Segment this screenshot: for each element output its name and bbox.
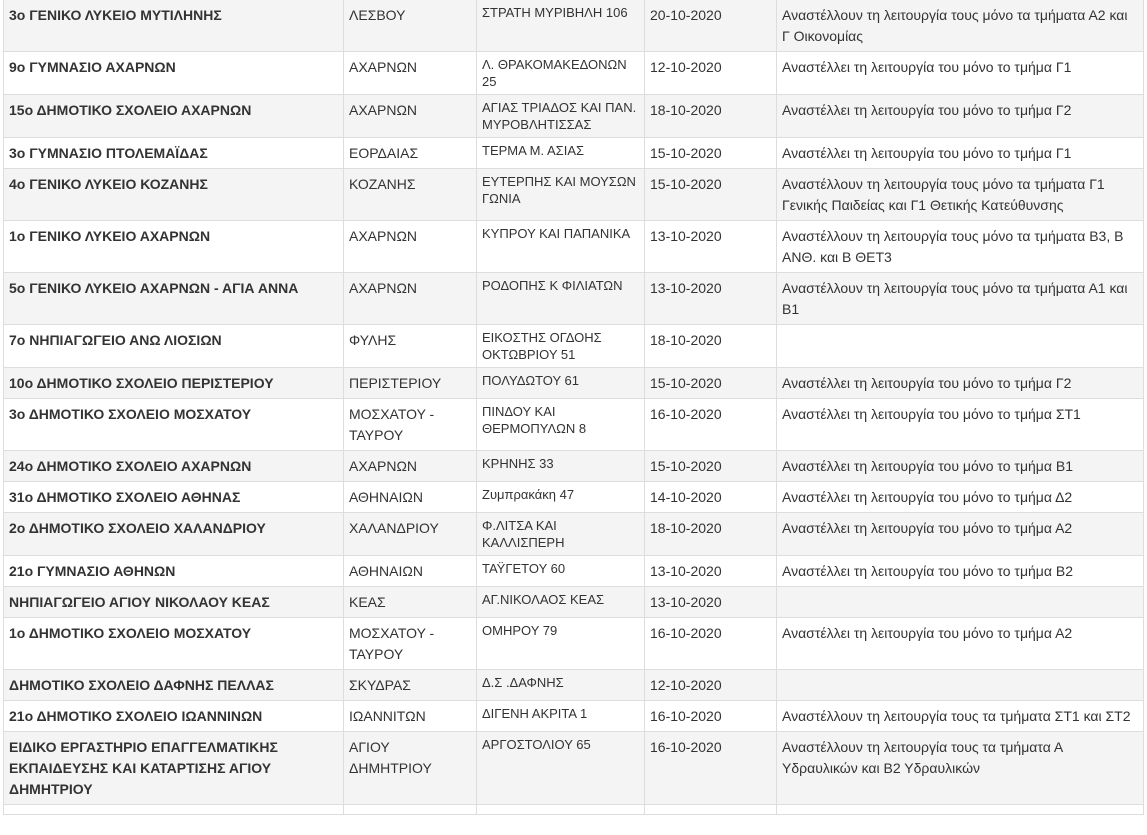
table-row [4,556,1144,587]
table-row [4,169,1144,221]
note-cell: Αναστέλλει τη λειτουργία του μόνο το τμήμα Γ1 [777,138,1144,169]
date-cell: 13-10-2020 [645,221,777,273]
school-name-cell: 1ο ΔΗΜΟΤΙΚΟ ΣΧΟΛΕΙΟ ΜΟΣΧΑΤΟΥ [4,618,344,670]
address-cell: Φ.ΛΙΤΣΑ ΚΑΙ ΚΑΛΛΙΣΠΕΡΗ [477,513,645,556]
school-name-cell: 3ο ΓΥΜΝΑΣΙΟ ΠΤΟΛΕΜΑΪΔΑΣ [4,138,344,169]
note-cell [777,587,1144,618]
note-cell: Αναστέλλει τη λειτουργία του μόνο το τμήμα Α2 [777,618,1144,670]
note-cell: Αναστέλλει τη λειτουργία του μόνο το τμήμα Β2 [777,556,1144,587]
date-cell: 16-10-2020 [645,732,777,805]
area-cell [344,805,477,815]
area-cell: ΙΩΑΝΝΙΤΩΝ [344,701,477,732]
date-cell: 18-10-2020 [645,95,777,138]
address-cell: ΚΡΗΝΗΣ 33 [477,451,645,482]
table-row [4,482,1144,513]
area-cell: ΜΟΣΧΑΤΟΥ - ΤΑΥΡΟΥ [344,618,477,670]
address-cell: Ζυμπρακάκη 47 [477,482,645,513]
table-row [4,273,1144,325]
address-cell: ΟΜΗΡΟΥ 79 [477,618,645,670]
date-cell [645,805,777,815]
school-name-cell: ΔΗΜΟΤΙΚΟ ΣΧΟΛΕΙΟ ΔΑΦΝΗΣ ΠΕΛΛΑΣ [4,670,344,701]
address-cell: ΕΥΤΕΡΠΗΣ ΚΑΙ ΜΟΥΣΩΝ ΓΩΝΙΑ [477,169,645,221]
school-name-cell: 21ο ΓΥΜΝΑΣΙΟ ΑΘΗΝΩΝ [4,556,344,587]
table-row [4,618,1144,670]
area-cell: ΠΕΡΙΣΤΕΡΙΟΥ [344,368,477,399]
address-cell: ΤΑΫΓΕΤΟΥ 60 [477,556,645,587]
note-cell: Αναστέλλει τη λειτουργία του μόνο το τμήμα Α2 [777,513,1144,556]
note-cell: Αναστέλλει τη λειτουργία του μόνο το τμήμα Γ2 [777,368,1144,399]
note-cell: Αναστέλλουν τη λειτουργία τους μόνο τα τμήματα Β3, Β ΑΝΘ. και Β ΘΕΤ3 [777,221,1144,273]
area-cell: ΚΟΖΑΝΗΣ [344,169,477,221]
school-name-cell: 31ο ΔΗΜΟΤΙΚΟ ΣΧΟΛΕΙΟ ΑΘΗΝΑΣ [4,482,344,513]
school-name-cell: 9ο ΓΥΜΝΑΣΙΟ ΑΧΑΡΝΩΝ [4,52,344,95]
address-cell: ΠΟΛΥΔΩΤΟΥ 61 [477,368,645,399]
school-name-cell: 5ο ΓΕΝΙΚΟ ΛΥΚΕΙΟ ΑΧΑΡΝΩΝ - ΑΓΙΑ ΑΝΝΑ [4,273,344,325]
area-cell: ΕΟΡΔΑΙΑΣ [344,138,477,169]
address-cell [477,805,645,815]
address-cell: Λ. ΘΡΑΚΟΜΑΚΕΔΟΝΩΝ 25 [477,52,645,95]
address-cell: ΑΡΓΟΣΤΟΛΙΟΥ 65 [477,732,645,805]
school-name-cell: ΝΗΠΙΑΓΩΓΕΙΟ ΑΓΙΟΥ ΝΙΚΟΛΑΟΥ ΚΕΑΣ [4,587,344,618]
school-name-cell: 15ο ΔΗΜΟΤΙΚΟ ΣΧΟΛΕΙΟ ΑΧΑΡΝΩΝ [4,95,344,138]
school-name-cell: 24ο ΔΗΜΟΤΙΚΟ ΣΧΟΛΕΙΟ ΑΧΑΡΝΩΝ [4,451,344,482]
school-name-cell: 7ο ΝΗΠΙΑΓΩΓΕΙΟ ΑΝΩ ΛΙΟΣΙΩΝ [4,325,344,368]
area-cell: ΑΘΗΝΑΙΩΝ [344,556,477,587]
address-cell: ΣΤΡΑΤΗ ΜΥΡΙΒΗΛΗ 106 [477,0,645,52]
area-cell: ΑΧΑΡΝΩΝ [344,221,477,273]
area-cell: ΑΓΙΟΥ ΔΗΜΗΤΡΙΟΥ [344,732,477,805]
table-row [4,0,1144,52]
date-cell: 13-10-2020 [645,556,777,587]
area-cell: ΚΕΑΣ [344,587,477,618]
table-row [4,701,1144,732]
address-cell: ΔΙΓΕΝΗ ΑΚΡΙΤΑ 1 [477,701,645,732]
date-cell: 12-10-2020 [645,52,777,95]
table-row [4,805,1144,815]
area-cell: ΦΥΛΗΣ [344,325,477,368]
note-cell: Αναστέλλει τη λειτουργία του μόνο το τμήμα ΣΤ1 [777,399,1144,451]
area-cell: ΧΑΛΑΝΔΡΙΟΥ [344,513,477,556]
address-cell: ΑΓ.ΝΙΚΟΛΑΟΣ ΚΕΑΣ [477,587,645,618]
date-cell: 12-10-2020 [645,670,777,701]
note-cell [777,670,1144,701]
note-cell: Αναστέλλουν τη λειτουργία τους μόνο τα τμήματα Α2 και Γ Οικονομίας [777,0,1144,52]
table-row [4,513,1144,556]
table-row [4,95,1144,138]
school-name-cell: 3ο ΔΗΜΟΤΙΚΟ ΣΧΟΛΕΙΟ ΜΟΣΧΑΤΟΥ [4,399,344,451]
school-name-cell: 1ο ΓΕΝΙΚΟ ΛΥΚΕΙΟ ΑΧΑΡΝΩΝ [4,221,344,273]
address-cell: ΑΓΙΑΣ ΤΡΙΑΔΟΣ ΚΑΙ ΠΑΝ. ΜΥΡΟΒΛΗΤΙΣΣΑΣ [477,95,645,138]
school-name-cell: 10ο ΔΗΜΟΤΙΚΟ ΣΧΟΛΕΙΟ ΠΕΡΙΣΤΕΡΙΟΥ [4,368,344,399]
date-cell: 16-10-2020 [645,618,777,670]
date-cell: 15-10-2020 [645,138,777,169]
note-cell: Αναστέλλει τη λειτουργία του μόνο το τμήμα Β1 [777,451,1144,482]
table-row [4,587,1144,618]
date-cell: 15-10-2020 [645,368,777,399]
date-cell: 20-10-2020 [645,0,777,52]
school-name-cell: ΕΙΔΙΚΟ ΕΡΓΑΣΤΗΡΙΟ ΕΠΑΓΓΕΛΜΑΤΙΚΗΣ ΕΚΠΑΙΔΕΥΣΗΣ ΚΑΙ ΚΑΤΑΡΤΙΣΗΣ ΑΓΙΟΥ ΔΗΜΗΤΡΙΟΥ [4,732,344,805]
school-name-cell: 2ο ΔΗΜΟΤΙΚΟ ΣΧΟΛΕΙΟ ΧΑΛΑΝΔΡΙΟΥ [4,513,344,556]
note-cell: Αναστέλλουν τη λειτουργία τους τα τμήματα Α Υδραυλικών και Β2 Υδραυλικών [777,732,1144,805]
table-row [4,368,1144,399]
note-cell: Αναστέλλει τη λειτουργία του μόνο το τμήμα Γ1 [777,52,1144,95]
area-cell: ΑΧΑΡΝΩΝ [344,52,477,95]
date-cell: 18-10-2020 [645,325,777,368]
school-closures-table [3,0,1144,815]
area-cell: ΑΧΑΡΝΩΝ [344,95,477,138]
note-cell: Αναστέλλει τη λειτουργία του μόνο το τμήμα Δ2 [777,482,1144,513]
date-cell: 15-10-2020 [645,451,777,482]
school-name-cell: 21ο ΔΗΜΟΤΙΚΟ ΣΧΟΛΕΙΟ ΙΩΑΝΝΙΝΩΝ [4,701,344,732]
area-cell: ΣΚΥΔΡΑΣ [344,670,477,701]
address-cell: ΠΙΝΔΟΥ ΚΑΙ ΘΕΡΜΟΠΥΛΩΝ 8 [477,399,645,451]
address-cell: ΚΥΠΡΟΥ ΚΑΙ ΠΑΠΑΝΙΚΑ [477,221,645,273]
area-cell: ΛΕΣΒΟΥ [344,0,477,52]
date-cell: 14-10-2020 [645,482,777,513]
school-name-cell: 4ο ΓΕΝΙΚΟ ΛΥΚΕΙΟ ΚΟΖΑΝΗΣ [4,169,344,221]
area-cell: ΜΟΣΧΑΤΟΥ - ΤΑΥΡΟΥ [344,399,477,451]
note-cell [777,325,1144,368]
table-row [4,221,1144,273]
table-row [4,52,1144,95]
address-cell: Δ.Σ .ΔΑΦΝΗΣ [477,670,645,701]
school-name-cell [4,805,344,815]
note-cell [777,805,1144,815]
note-cell: Αναστέλλουν τη λειτουργία τους τα τμήματα ΣΤ1 και ΣΤ2 [777,701,1144,732]
date-cell: 13-10-2020 [645,273,777,325]
address-cell: ΕΙΚΟΣΤΗΣ ΟΓΔΟΗΣ ΟΚΤΩΒΡΙΟΥ 51 [477,325,645,368]
date-cell: 15-10-2020 [645,169,777,221]
note-cell: Αναστέλλουν τη λειτουργία τους μόνο τα τμήματα Α1 και Β1 [777,273,1144,325]
address-cell: ΡΟΔΟΠΗΣ Κ ΦΙΛΙΑΤΩΝ [477,273,645,325]
table-row [4,670,1144,701]
table-row [4,138,1144,169]
date-cell: 18-10-2020 [645,513,777,556]
table-row [4,325,1144,368]
date-cell: 13-10-2020 [645,587,777,618]
area-cell: ΑΘΗΝΑΙΩΝ [344,482,477,513]
table-row [4,732,1144,805]
address-cell: ΤΕΡΜΑ Μ. ΑΣΙΑΣ [477,138,645,169]
note-cell: Αναστέλλει τη λειτουργία του μόνο το τμήμα Γ2 [777,95,1144,138]
table-row [4,451,1144,482]
area-cell: ΑΧΑΡΝΩΝ [344,273,477,325]
table-row [4,399,1144,451]
table-body [4,0,1144,815]
note-cell: Αναστέλλουν τη λειτουργία τους μόνο τα τμήματα Γ1 Γενικής Παιδείας και Γ1 Θετικής Κατεύθυνσης [777,169,1144,221]
area-cell: ΑΧΑΡΝΩΝ [344,451,477,482]
school-name-cell: 3ο ΓΕΝΙΚΟ ΛΥΚΕΙΟ ΜΥΤΙΛΗΝΗΣ [4,0,344,52]
date-cell: 16-10-2020 [645,701,777,732]
date-cell: 16-10-2020 [645,399,777,451]
